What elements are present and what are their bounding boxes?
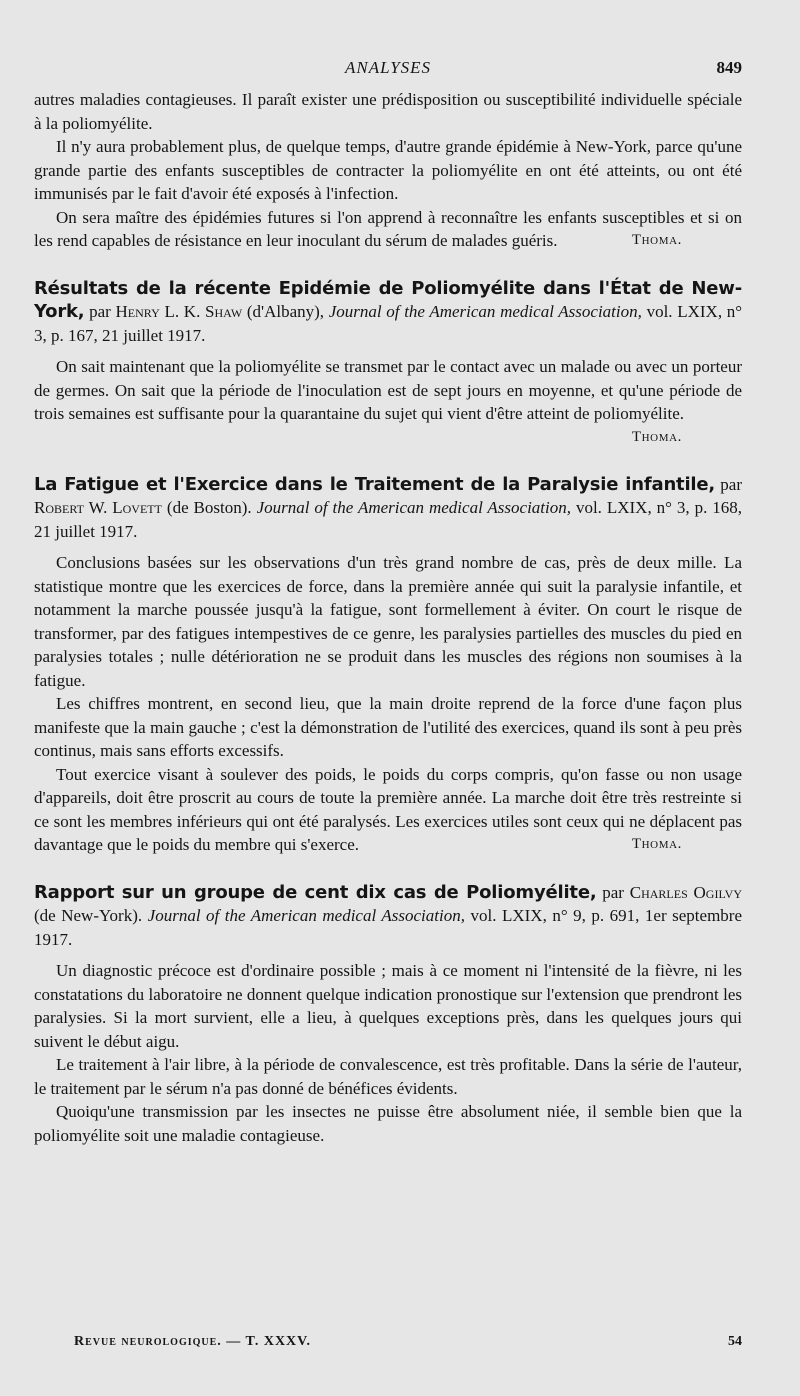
citation: vol. LXIX, n° 3, p. 167, 21 juillet 1917. (34, 302, 743, 345)
paragraph: Le traitement à l'air libre, à la période de convalescence, est très profitable. Dans la série de l'auteur, le traitement par le sérum n'a pas donné de bénéfices évidents. (34, 1055, 742, 1098)
citation: vol. LXIX, n° 9, p. 691, 1er septembre 1917. (34, 906, 743, 949)
signature: Thoma. (631, 428, 682, 445)
page (34, 58, 742, 1147)
paragraph: Conclusions basées sur les observations d'un très grand nombre de cas, près de deux mille. La statistique montre que les exercices de force, dans la première année qui suit la paralysie infantile, et notamment la marche poussée jusqu'à la fatigue, sont formellement à éviter. On court le risque de transformer, par des fatigues intempestives de ce genre, les paralysies partielles des muscles du pied en paralysies totales ; nulle détérioration ne se produit dans les muscles des régions non soumises à la fatigue. (34, 553, 742, 690)
journal-name: Journal of the American medical Association, (147, 906, 465, 925)
abstract-title: La Fatigue et l'Exercice dans le Traitement de la Paralysie infantile, (34, 473, 716, 495)
abstract-heading (34, 881, 742, 952)
abstract-heading (34, 277, 742, 348)
paragraph: Il n'y aura probablement plus, de quelque temps, d'autre grande épidémie à New-York, parce qu'une grande partie des enfants susceptibles de contracter la poliomyélite en ont été atteints, ou ont été immunisés par le fait d'avoir été exposés à l'infection. (34, 137, 742, 203)
intro-section (34, 88, 742, 253)
journal-name: Journal of the American medical Association, (256, 498, 572, 517)
author-name: Charles Ogilvy (629, 882, 742, 902)
by-word: par (89, 302, 111, 321)
journal-name: Journal of the American medical Association, (328, 302, 642, 321)
author-place: (de Boston). (166, 498, 252, 517)
citation: vol. LXIX, n° 3, p. 168, 21 juillet 1917. (34, 498, 743, 541)
author-place: (de New-York). (34, 906, 143, 925)
abstract (34, 277, 742, 449)
by-word: par (602, 882, 624, 902)
abstract-heading (34, 473, 742, 544)
signature: Thoma. (631, 836, 682, 852)
abstract-title: Résultats de la récente Epidémie de Poliomyélite dans l'État de New-York, (34, 277, 742, 322)
page-number: 849 (716, 58, 742, 77)
paragraph: On sait maintenant que la poliomyélite se transmet par le contact avec un malade ou avec un porteur de germes. On sait que la période de l'inoculation est de sept jours en moyenne, et qu'une période de trois semaines est suffisante pour la quarantaine du sujet qui vient d'être atteint de poliomyélite. (34, 357, 742, 423)
paragraph: Quoiqu'une transmission par les insectes ne puisse être absolument niée, il semble bien que la poliomyélite soit une maladie contagieuse. (34, 1102, 742, 1145)
running-title: ANALYSES (344, 58, 432, 77)
page-footer (74, 1334, 742, 1350)
paragraph: autres maladies contagieuses. Il paraît exister une prédisposition ou susceptibilité individuelle spéciale à la poliomyélite. (34, 90, 742, 133)
signature-mark: 54 (728, 1334, 742, 1349)
paragraph: Les chiffres montrent, en second lieu, que la main droite reprend de la force d'une façon plus manifeste que la main gauche ; c'est la démonstration de l'utilité des exercices, quand ils sont à peu près continus, mais sans efforts excessifs. (34, 694, 742, 760)
by-word: par (720, 474, 742, 494)
journal-volume: Revue neurologique. — T. XXXV. (74, 1334, 311, 1349)
author-name: Henry L. K. Shaw (115, 302, 243, 321)
author-place: (d'Albany), (246, 302, 325, 321)
signature: Thoma. (631, 232, 682, 248)
abstract-title: Rapport sur un groupe de cent dix cas de Poliomyélite, (34, 881, 597, 903)
abstract (34, 473, 742, 857)
paragraph (34, 206, 742, 253)
author-name: Robert W. Lovett (34, 498, 162, 517)
paragraph-text: Tout exercice visant à soulever des poids, le poids du corps compris, qu'on fasse ou non usage d'appareils, doit être proscrit au cours de toute la première année. La marche doit être très restreinte si ce sont les membres inférieurs qui ont été paralysés. Les exercices utiles sont ceux qui ne déplacent pas davantage que le poids du membre qui s'exerce. (34, 764, 742, 854)
paragraph-text: On sera maître des épidémies futures si l'on apprend à reconnaître les enfants susceptibles et si on les rend capables de résistance en leur inoculant du sérum de malades guéris. (34, 207, 742, 250)
paragraph: Un diagnostic précoce est d'ordinaire possible ; mais à ce moment ni l'intensité de la fièvre, ni les constatations du laboratoire ne donnent quelque indication pronostique sur l'extension que prendront les paralysies. Si la mort survient, elle a lieu, à quelques exceptions près, dans les quelques jours qui suivent le début aigu. (34, 961, 742, 1051)
running-head (34, 58, 742, 88)
abstract (34, 881, 742, 1148)
paragraph (34, 763, 742, 857)
